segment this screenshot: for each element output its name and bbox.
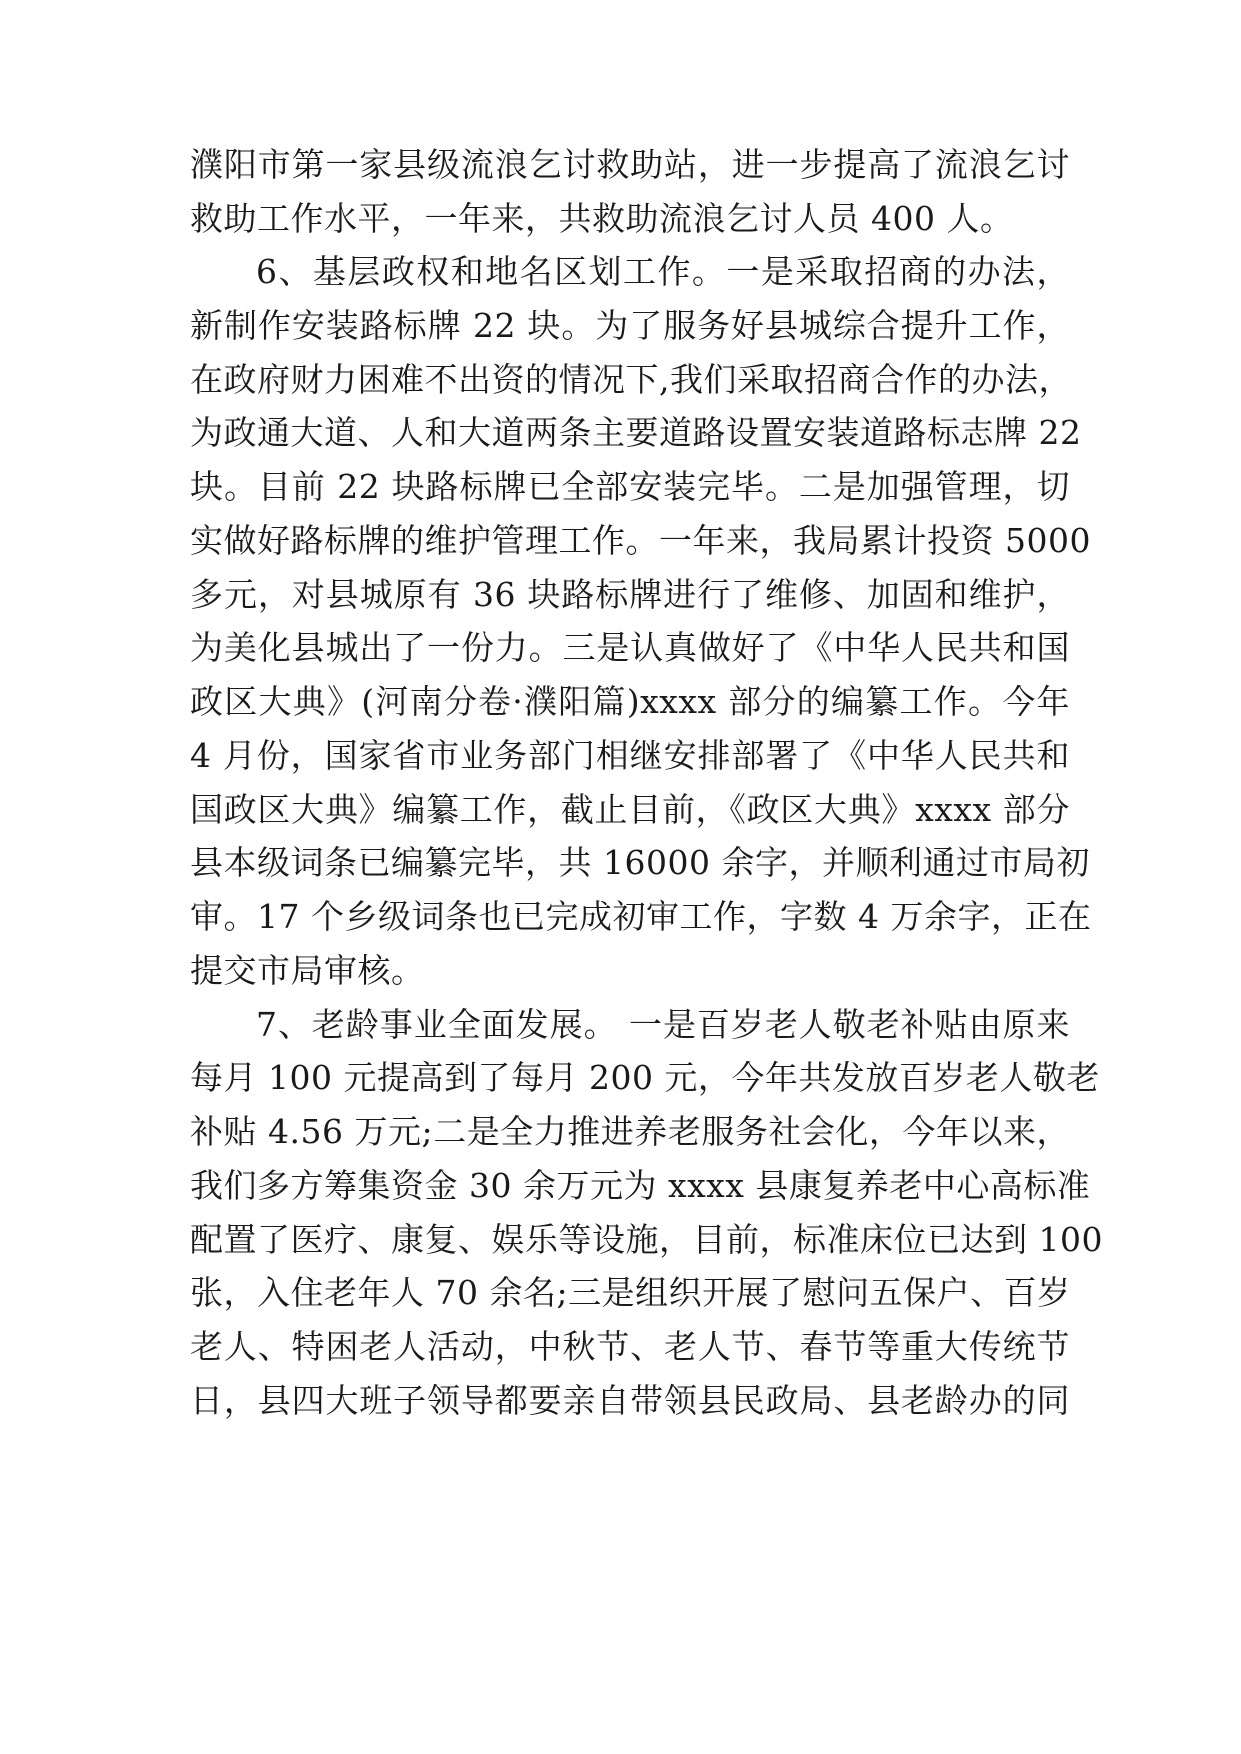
text-line: 日，县四大班子领导都要亲自带领县民政局、县老龄办的同	[190, 1381, 1070, 1420]
text-line: 多元，对县城原有 36 块路标牌进行了维修、加固和维护，	[190, 575, 1070, 614]
text-line: 补贴 4.56 万元;二是全力推进养老服务社会化，今年以来，	[190, 1112, 1070, 1151]
text-line: 在政府财力困难不出资的情况下,我们采取招商合作的办法，	[190, 360, 1072, 399]
text-line: 政区大典》(河南分卷·濮阳篇)xxxx 部分的编纂工作。今年	[190, 682, 1070, 721]
text-line: 张，入住老年人 70 余名;三是组织开展了慰问五保户、百岁	[190, 1273, 1071, 1312]
text-line: 审。17 个乡级词条也已完成初审工作，字数 4 万余字，正在	[190, 897, 1092, 936]
text-line: 濮阳市第一家县级流浪乞讨救助站，进一步提高了流浪乞讨	[190, 145, 1070, 184]
text-line: 为美化县城出了一份力。三是认真做好了《中华人民共和国	[190, 628, 1070, 667]
text-line: 为政通大道、人和大道两条主要道路设置安装道路标志牌 22	[190, 413, 1082, 452]
paragraph-heading-line: 6、基层政权和地名区划工作。一是采取招商的办法，	[256, 252, 1070, 291]
text-line: 县本级词条已编纂完毕，共 16000 余字，并顺利通过市局初	[190, 843, 1090, 882]
text-line: 提交市局审核。	[190, 951, 425, 990]
text-line: 实做好路标牌的维护管理工作。一年来，我局累计投资 5000	[190, 521, 1091, 560]
text-line: 块。目前 22 块路标牌已全部安装完毕。二是加强管理，切	[190, 467, 1070, 506]
text-line: 老人、特困老人活动，中秋节、老人节、春节等重大传统节	[190, 1327, 1070, 1366]
text-line: 每月 100 元提高到了每月 200 元，今年共发放百岁老人敬老	[190, 1058, 1100, 1097]
text-line: 配置了医疗、康复、娱乐等设施，目前，标准床位已达到 100	[190, 1220, 1103, 1259]
text-line: 我们多方筹集资金 30 余万元为 xxxx 县康复养老中心高标准	[190, 1166, 1091, 1205]
text-line: 4 月份，国家省市业务部门相继安排部署了《中华人民共和	[190, 736, 1070, 775]
text-line: 救助工作水平，一年来，共救助流浪乞讨人员 400 人。	[190, 199, 1014, 238]
text-line: 新制作安装路标牌 22 块。为了服务好县城综合提升工作，	[190, 306, 1070, 345]
paragraph-heading-line: 7、老龄事业全面发展。 一是百岁老人敬老补贴由原来	[256, 1005, 1070, 1044]
text-line: 国政区大典》编纂工作，截止目前，《政区大典》xxxx 部分	[190, 790, 1070, 829]
